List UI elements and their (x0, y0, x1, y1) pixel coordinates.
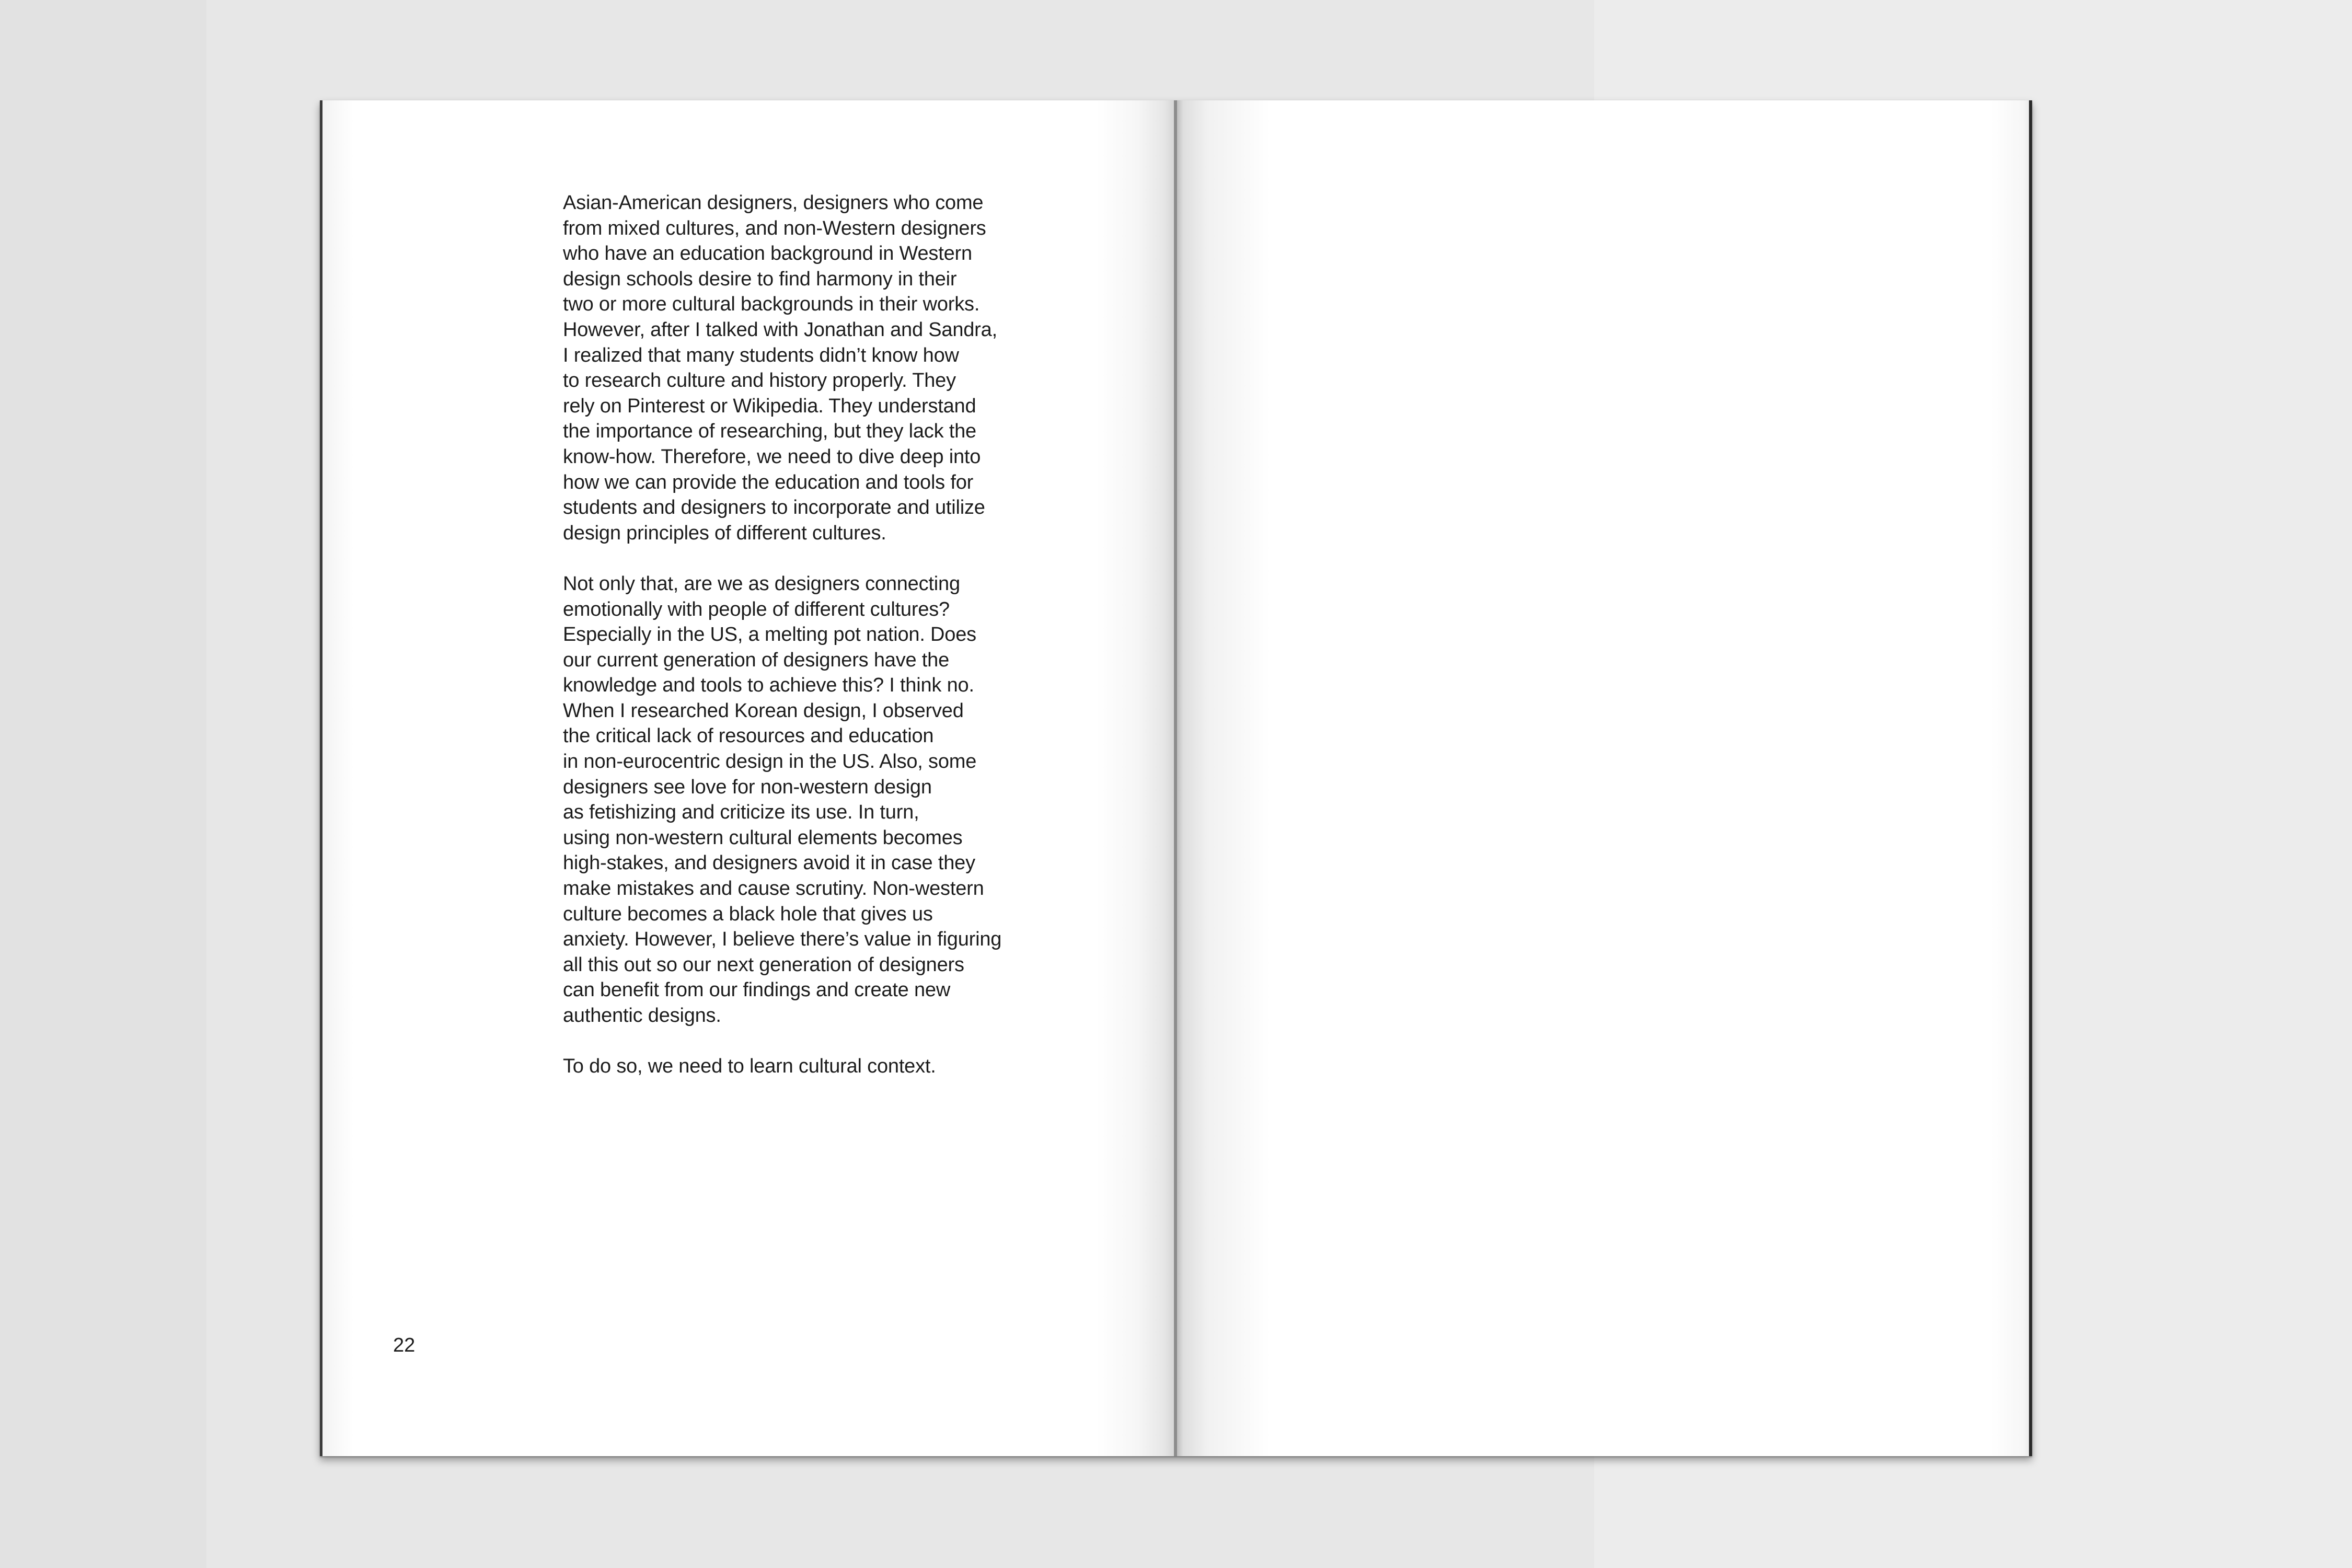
open-booklet (320, 100, 2032, 1456)
body-text-block (563, 190, 1075, 1104)
paragraph-1: Asian-American designers, designers who come from mixed cultures, and non-Western designers who have an education background in Western design schools desire to find harmony in their two or more cultural backgrounds in their works. However, after I talked with Jonathan and Sandra, I realized that many students didn’t know how to research culture and history properly. They rely on Pinterest or Wikipedia. They understand the importance of researching, but they lack the know-how. Therefore, we need to dive deep into how we can provide the education and tools for students and designers to incorporate and utilize design principles of different cultures. (563, 192, 997, 544)
paragraph-2: Not only that, are we as designers connecting emotionally with people of different cultures? Especially in the US, a melting pot nation. Does our current generation of designers have the knowledge and tools to achieve this? I think no. When I researched Korean design, I observed the critical lack of resources and education in non-eurocentric design in the US. Also, some designers see love for non-western design as fetishizing and criticize its use. In turn, using non-western cultural elements becomes high-stakes, and designers avoid it in case they make mistakes and cause scrutiny. Non-western culture becomes a black hole that gives us anxiety. However, I believe there’s value in figuring all this out so our next generation of designers can benefit from our findings and create new authentic designs. (563, 572, 1002, 1027)
page-number: 22 (393, 1334, 416, 1356)
book-spine (1174, 100, 1177, 1456)
paragraph-3: To do so, we need to learn cultural context. (563, 1055, 936, 1078)
right-page-blank (1176, 100, 2032, 1456)
background-panel-left (0, 0, 206, 1568)
left-page (320, 100, 1176, 1456)
